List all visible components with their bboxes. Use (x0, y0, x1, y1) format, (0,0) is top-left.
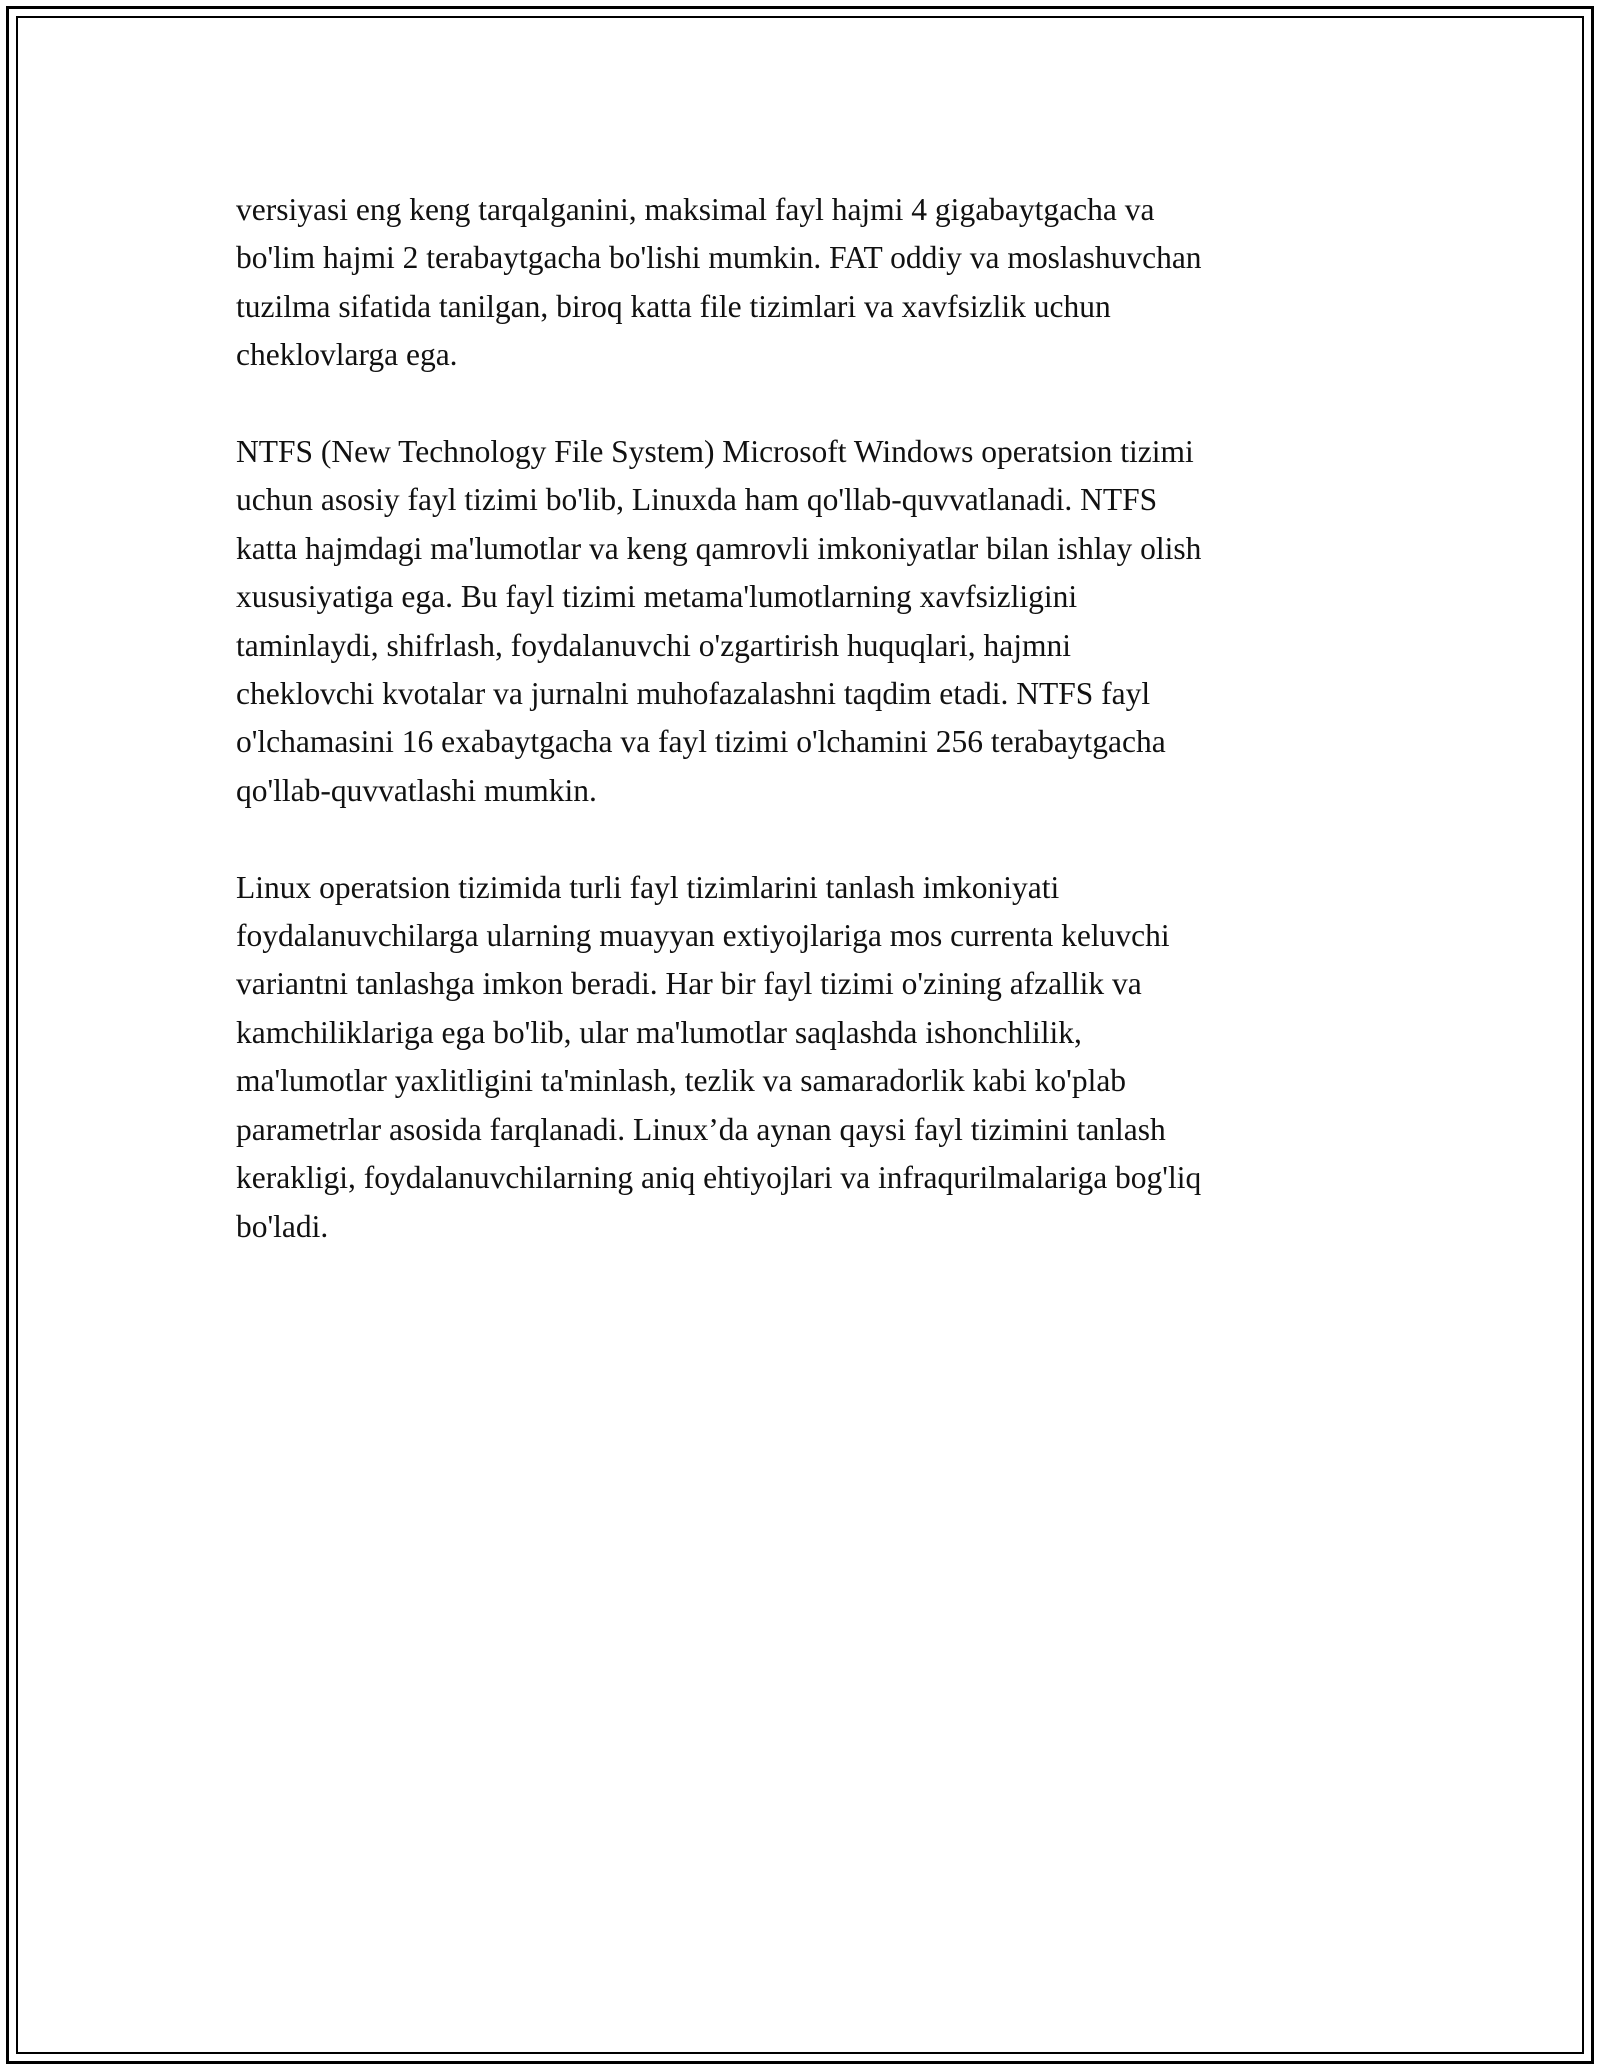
text-line: xususiyatiga ega. Bu fayl tizimi metama'lumotlarning xavfsizligini (236, 579, 1078, 615)
text-line: foydalanuvchilarga ularning muayyan extiyojlariga mos currenta keluvchi (236, 918, 1170, 954)
text-line: parametrlar asosida farqlanadi. Linux’da aynan qaysi fayl tizimini tanlash (236, 1111, 1166, 1147)
text-line: taminlaydi, shifrlash, foydalanuvchi o'zgartirish huquqlari, hajmni (236, 627, 1071, 663)
text-line: bo'ladi. (236, 1208, 329, 1244)
text-line: qo'llab-quvvatlashi mumkin. (236, 772, 597, 808)
paragraph-linux-conclusion (236, 864, 1376, 1251)
text-line: o'lchamasini 16 exabaytgacha va fayl tizimi o'lchamini 256 terabaytgacha (236, 724, 1166, 760)
text-line: ma'lumotlar yaxlitligini ta'minlash, tezlik va samaradorlik kabi ko'plab (236, 1063, 1127, 1099)
text-line: bo'lim hajmi 2 terabaytgacha bo'lishi mumkin. FAT oddiy va moslashuvchan (236, 240, 1202, 276)
text-line: tuzilma sifatida tanilgan, biroq katta file tizimlari va xavfsizlik uchun (236, 288, 1111, 324)
text-line: Linux operatsion tizimida turli fayl tizimlarini tanlash imkoniyati (236, 869, 1060, 905)
text-line: kerakligi, foydalanuvchilarning aniq ehtiyojlari va infraqurilmalariga bog'liq (236, 1160, 1202, 1196)
text-line: uchun asosiy fayl tizimi bo'lib, Linuxda ham qo'llab-quvvatlanadi. NTFS (236, 482, 1158, 518)
text-line: katta hajmdagi ma'lumotlar va keng qamrovli imkoniyatlar bilan ishlay olish (236, 530, 1202, 566)
text-line: cheklovchi kvotalar va jurnalni muhofazalashni taqdim etadi. NTFS fayl (236, 676, 1151, 712)
paragraph-fat-summary (236, 186, 1376, 380)
paragraph-ntfs (236, 428, 1376, 815)
text-line: NTFS (New Technology File System) Microsoft Windows operatsion tizimi (236, 434, 1194, 470)
document-body (236, 186, 1376, 1299)
text-line: variantni tanlashga imkon beradi. Har bir fayl tizimi o'zining afzallik va (236, 966, 1142, 1002)
text-line: kamchiliklariga ega bo'lib, ular ma'lumotlar saqlashda ishonchlilik, (236, 1014, 1082, 1050)
text-line: versiyasi eng keng tarqalganini, maksimal fayl hajmi 4 gigabaytgacha va (236, 192, 1155, 227)
text-line: cheklovlarga ega. (236, 337, 458, 373)
